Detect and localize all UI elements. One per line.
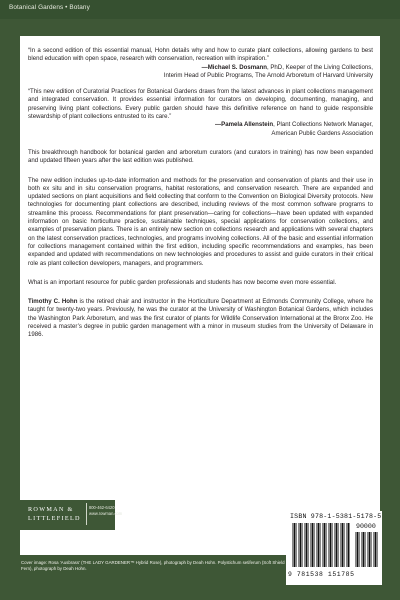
quote-2-affiliation: American Public Gardens Association: [271, 129, 373, 137]
isbn-barcode: [292, 523, 350, 567]
quote-1-affiliation: Interim Head of Public Programs, The Arnold Arboretum of Harvard University: [163, 71, 373, 79]
publisher-logo: [28, 505, 86, 523]
barcode-digits: 9 781538 151785: [288, 571, 355, 578]
description-paragraph: The new edition includes up-to-date information and methods for the preservation and conservation of plants and their use in both ex situ and in situ conservation programs, habitat restorations, and conservation research. There are expanded and updated sections on plant acquisitions and field collecting that conform to the Convention on Biological Diversity protocols. New technologies for documenting plant collections are described, including reviews of the most common software programs to streamline this process. Recommendations for plant preservation—caring for collections—have been updated with expanded information on basic horticulture practice, sustainable techniques, special applications for conservation collections, and examples of preservation plans. There is an entirely new section on collections research and applications with several chapters on the latest conservation practices, technologies, and programs involving collections. All of the basic and essential information for collections management contained within the first edition, including specific recommendations and examples, has been expanded and updated with recommendations on new technologies and procedures to assist and guide curators in their critical role as plant collection developers, managers, and programmers.: [28, 176, 373, 267]
quote-2-text: “This new edition of Curatorial Practices for Botanical Gardens draws from the latest advances in plant collections management and integrated conservation. It provides essential information for curators on developing, documenting, managing, and preserving living plant collections. Every public garden should have this definitive reference on hand to guide responsible stewardship of plant collections entrusted to its care.”: [28, 88, 373, 121]
intro-paragraph: This breakthrough handbook for botanical garden and arboretum curators (and curators in training) has now been expanded and updated fifteen years after the last edition was published.: [28, 148, 373, 165]
publisher-logo-line-1: ROWMAN &: [28, 506, 74, 513]
author-bio: [28, 298, 373, 339]
isbn-label: ISBN 978-1-5381-5178-5: [290, 513, 382, 520]
cover-text: [28, 47, 373, 340]
author-name: Timothy C. Hohn: [28, 298, 78, 306]
quote-1-attribution: [28, 64, 373, 72]
quote-2-attribution: [28, 121, 373, 129]
quote-2-author: —Pamela Allenstein: [215, 121, 274, 129]
logo-divider: [86, 503, 87, 525]
publisher-phone: 800-462-6420: [89, 505, 115, 510]
price-code: 90000: [356, 523, 376, 530]
category-bar: [0, 0, 400, 19]
quote-1-title: , PhD, Keeper of the Living Collections,: [266, 63, 373, 71]
publisher-logo-line-2: LITTLEFIELD: [28, 515, 81, 522]
quote-1-author: —Michael S. Dosmann: [201, 63, 267, 71]
summary-paragraph: What is an important resource for public garden professionals and students has now become even more essential.: [28, 278, 337, 286]
quote-1-text: “In a second edition of this essential manual, Hohn details why and how to curate plant collections, allowing gardens to best blend education with open space, research with conservation, recreation with inspiration.”: [28, 47, 373, 63]
cover-image-credit: Cover image: Rosa ‘Ausbrass’ (THE LADY GARDENER™ Hybrid Rose), photograph by Deah Hohn. Polystichum setiferum (Soft Shield Fern), photograph by Deah Hohn.: [21, 560, 285, 572]
price-barcode: [355, 532, 379, 567]
publisher-contact: [89, 505, 122, 518]
quote-2-title: , Plant Collections Network Manager,: [273, 121, 373, 129]
category-label: Botanical Gardens • Botany: [9, 4, 90, 11]
publisher-website: www.rowman.com: [89, 511, 123, 517]
author-bio-text: is the retired chair and instructor in the Horticulture Department at Edmonds Community College, where he taught for twenty-two years. Previously, he was the curator at the University of Washington Botanical Gardens, which includes the Washington Park Arboretum, and was the first curator of plants for Wildlife Conservation International at the Bronx Zoo. He received a master’s degree in public garden management with a minor in museum studies from the University of Delaware in 1986.: [28, 298, 374, 339]
